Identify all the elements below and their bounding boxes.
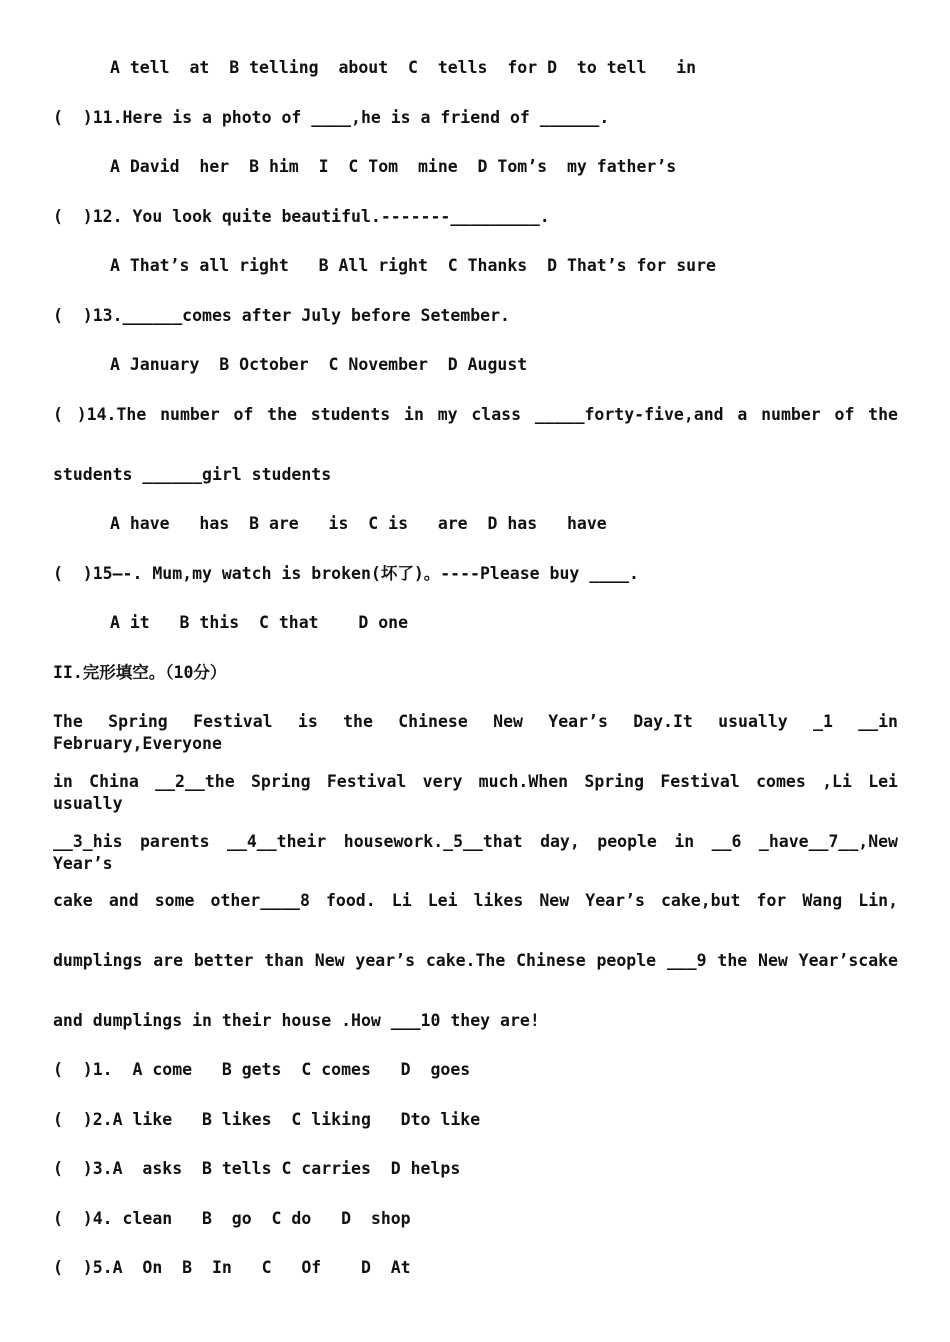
cloze-question-2: ( )2.A like B likes C liking Dto like bbox=[53, 1110, 481, 1129]
cloze-question-5: ( )5.A On B In C Of D At bbox=[53, 1258, 411, 1277]
q10-options: A tell at B telling about C tells for D to tell in bbox=[110, 58, 697, 77]
question-15: ( )15—-. Mum,my watch is broken(坏了)。----Please buy ____. bbox=[53, 564, 639, 583]
cloze-question-4: ( )4. clean B go C do D shop bbox=[53, 1209, 411, 1228]
section-heading-cloze: II.完形填空。（10分） bbox=[53, 663, 227, 682]
q13-options: A January B October C November D August bbox=[110, 355, 528, 374]
q15-options: A it B this C that D one bbox=[110, 613, 409, 632]
q14-options: A have has B are is C is are D has have bbox=[110, 514, 607, 533]
q12-options: A That’s all right B All right C Thanks D That’s for sure bbox=[110, 256, 716, 275]
passage-line-2: in China __2__the Spring Festival very much.When Spring Festival comes ,Li Lei usually bbox=[53, 772, 898, 813]
question-14: ( )14.The number of the students in my class _____forty-five,and a number of the bbox=[53, 405, 898, 424]
cloze-question-3: ( )3.A asks B tells C carries D helps bbox=[53, 1159, 461, 1178]
q11-options: A David her B him I C Tom mine D Tom’s my father’s bbox=[110, 157, 677, 176]
question-11: ( )11.Here is a photo of ____,he is a friend of ______. bbox=[53, 108, 610, 127]
passage-line-5: dumplings are better than New year’s cake.The Chinese people ___9 the New Year’scake bbox=[53, 951, 898, 970]
cloze-question-1: ( )1. A come B gets C comes D goes bbox=[53, 1060, 471, 1079]
question-13: ( )13.______comes after July before Setember. bbox=[53, 306, 510, 325]
passage-line-1: The Spring Festival is the Chinese New Year’s Day.It usually _1 __in February,Everyone bbox=[53, 712, 898, 753]
question-14-continued: students ______girl students bbox=[53, 465, 332, 484]
passage-line-6: and dumplings in their house .How ___10 they are! bbox=[53, 1011, 540, 1030]
question-12: ( )12. You look quite beautiful.-------_________. bbox=[53, 207, 550, 226]
passage-line-3: __3_his parents __4__their housework._5__that day, people in __6 _have__7__,New Year’s bbox=[53, 832, 898, 873]
passage-line-4: cake and some other____8 food. Li Lei likes New Year’s cake,but for Wang Lin, bbox=[53, 891, 898, 910]
